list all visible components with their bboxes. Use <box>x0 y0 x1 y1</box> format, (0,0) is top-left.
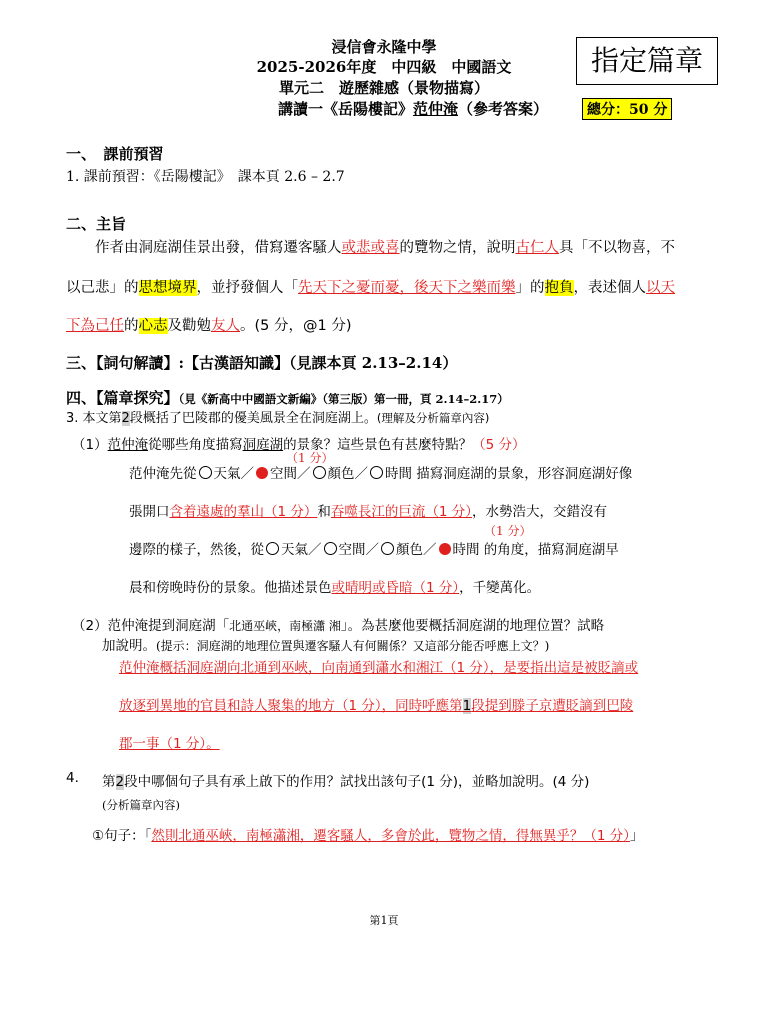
section-2-title: 二、主旨 <box>66 215 127 233</box>
mark-note-1: （1 分） <box>286 451 334 465</box>
designated-badge: 指定篇章 <box>576 37 718 85</box>
answer-3-1-line-3: 邊際的樣子，然後，從 天氣／ 空間／ 顏色／ 時間 的角度，描寫洞庭湖早 <box>129 542 619 558</box>
section-1-title: 一、 課前預習 <box>66 145 164 163</box>
question-4-note: (分析篇章內容) <box>102 798 180 812</box>
answer-3-1-line-1: 范仲淹先從 天氣／ 空間／ 顏色／ 時間 描寫洞庭湖的景象，形容洞庭湖好像 <box>129 466 633 482</box>
question-4-number: 4. <box>66 770 79 786</box>
answer-3-2-line-3: 郡一事（1 分）。 <box>119 736 220 752</box>
section-3-title: 三、【詞句解讀】:【古漢語知識】（見課本頁 2.13–2.14） <box>66 354 458 372</box>
page-number: 第1頁 <box>369 914 399 927</box>
section-4-title: 四、【篇章探究】（見《新高中中國語文新編》（第三版）第一冊，頁 2.14–2.17） <box>66 389 509 407</box>
answer-3-2-line-2: 放逐到異地的官員和詩人聚集的地方（1 分），同時呼應第1段提到滕子京遭貶謫到巴陵 <box>119 698 634 714</box>
question-4: 第2段中哪個句子具有承上啟下的作用？試找出該句子(1 分)，並略加說明。(4 分) <box>102 774 590 790</box>
answer-3-1-line-2: 張開口含着遠處的羣山（1 分）和吞噬長江的巨流（1 分），水勢浩大，交錯沒有 <box>129 504 608 520</box>
lesson-line: 講讀一《岳陽樓記》范仲淹（參考答案） <box>278 100 549 118</box>
mark-note-2: （1 分） <box>484 524 532 538</box>
year-line: 2025-2026年度 中四級 中國語文 <box>256 58 512 76</box>
theme-line-1: 作者由洞庭湖佳景出發，借寫遷客騷人或悲或喜的覽物之情，說明古仁人具「不以物喜，不 <box>66 240 675 256</box>
answer-3-2-line-1: 范仲淹概括洞庭湖向北通到巫峽，向南通到瀟水和湘江（1 分），是要指出這是被貶謫或 <box>119 660 639 676</box>
answer-4-sentence: ①句子：「然則北通巫峽，南極瀟湘，遷客騷人，多會於此，覽物之情，得無異乎？（1 分）」 <box>92 828 644 844</box>
question-3-2-line-1: （2）范仲淹提到洞庭湖「北通巫峽，南極瀟 湘」。為甚麼他要概括洞庭湖的地理位置？試略 <box>72 618 605 634</box>
theme-line-2: 以己悲」的思想境界，並抒發個人「先天下之憂而憂，後天下之樂而樂」的抱負，表述個人以天 <box>66 280 675 296</box>
question-3: 3. 本文第2段概括了巴陵郡的優美風景全在洞庭湖上。(理解及分析篇章內容) <box>66 411 490 426</box>
unit-line: 單元二 遊歷雜感（景物描寫） <box>278 79 489 97</box>
total-score: 總分：50 分 <box>582 98 672 120</box>
theme-line-3: 下為己任的心志及勸勉友人。(5 分，@1 分) <box>66 318 352 334</box>
answer-3-1-line-4: 晨和傍晚時份的景象。他描述景色或晴明或昏暗（1 分），千變萬化。 <box>129 580 541 596</box>
school-name: 浸信會永隆中學 <box>331 38 437 56</box>
pre-study-item: 1. 課前預習：《岳陽樓記》 課本頁 2.6 – 2.7 <box>66 169 345 185</box>
question-3-2-line-2: 加說明。(提示：洞庭湖的地理位置與遷客騷人有何關係？又這部分能否呼應上文？) <box>102 638 550 654</box>
question-3-1: （1）范仲淹從哪些角度描寫洞庭湖的景象？這些景色有甚麼特點？（5 分） <box>72 437 526 453</box>
